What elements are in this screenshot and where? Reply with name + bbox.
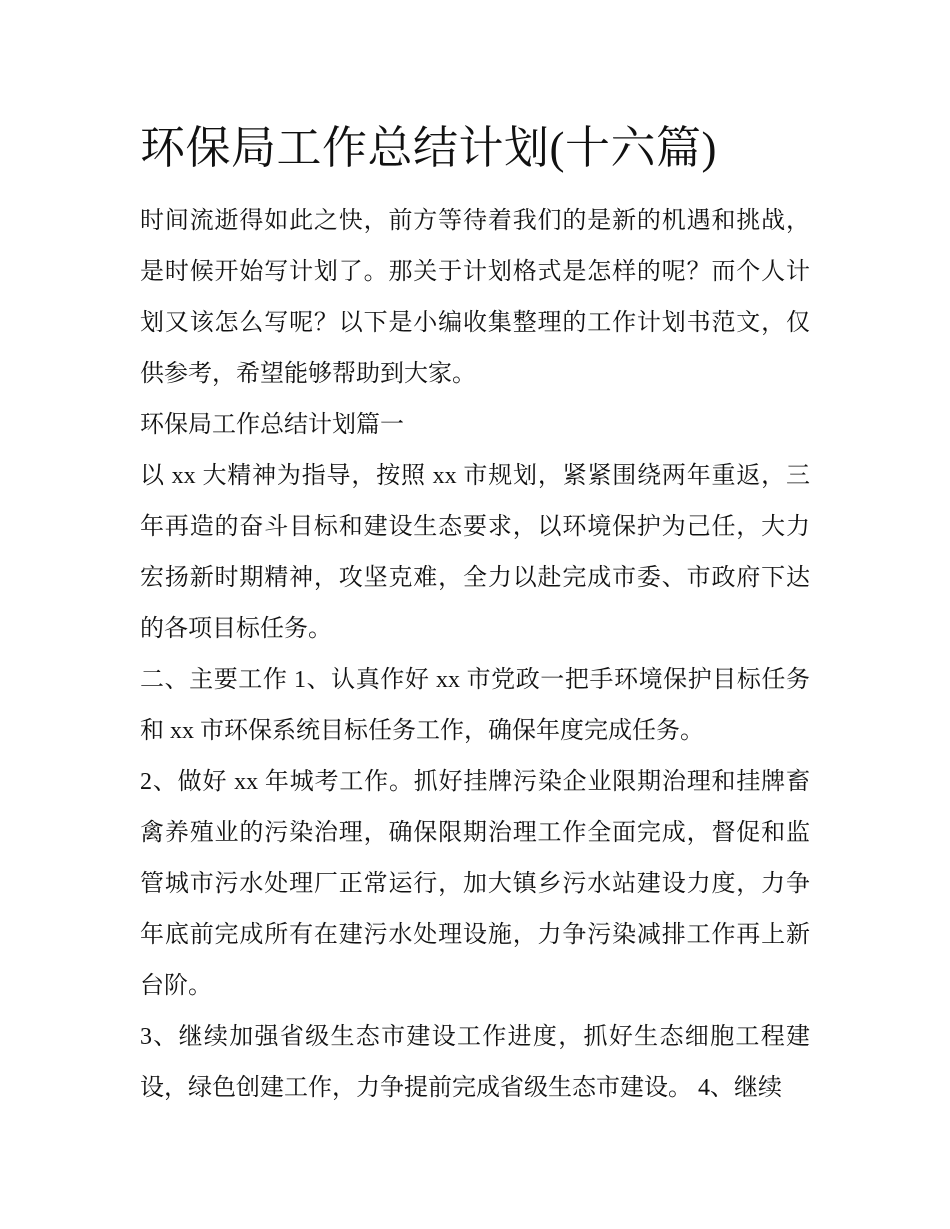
text-line: 划又该怎么写呢？以下是小编收集整理的工作计划书范文，仅 xyxy=(140,310,810,336)
paragraph xyxy=(140,757,810,1012)
paragraph xyxy=(140,1012,810,1114)
paragraph xyxy=(140,655,810,757)
text-line: 的各项目标任务。 xyxy=(140,616,332,642)
paragraph xyxy=(140,196,810,400)
text-line: 3、继续加强省级生态市建设工作进度，抓好生态细胞工程建 xyxy=(140,1024,810,1050)
text-line: 设，绿色创建工作，力争提前完成省级生态市建设。 4、继续 xyxy=(140,1075,782,1101)
text-line: 是时候开始写计划了。那关于计划格式是怎样的呢？而个人计 xyxy=(140,259,810,285)
text-line: 禽养殖业的污染治理，确保限期治理工作全面完成，督促和监 xyxy=(140,820,810,846)
document-body xyxy=(140,196,810,1114)
text-line: 和 xx 市环保系统目标任务工作，确保年度完成任务。 xyxy=(140,718,704,744)
text-line: 时间流逝得如此之快，前方等待着我们的是新的机遇和挑战， xyxy=(140,208,810,234)
text-line: 宏扬新时期精神，攻坚克难，全力以赴完成市委、市政府下达 xyxy=(140,565,810,591)
text-line: 2、做好 xx 年城考工作。抓好挂牌污染企业限期治理和挂牌畜 xyxy=(140,769,810,795)
text-line: 管城市污水处理厂正常运行，加大镇乡污水站建设力度，力争 xyxy=(140,871,810,897)
text-line: 供参考，希望能够帮助到大家。 xyxy=(140,361,476,387)
text-line: 年底前完成所有在建污水处理设施，力争污染减排工作再上新 xyxy=(140,922,810,948)
section-heading xyxy=(140,400,810,451)
text-line: 以 xx 大精神为指导，按照 xx 市规划，紧紧围绕两年重返，三 xyxy=(140,463,810,489)
document-title: 环保局工作总结计划(十六篇) xyxy=(140,123,717,173)
text-line: 台阶。 xyxy=(140,973,212,999)
paragraph xyxy=(140,451,810,655)
text-line: 环保局工作总结计划篇一 xyxy=(140,412,404,438)
text-line: 二、主要工作 1、认真作好 xx 市党政一把手环境保护目标任务 xyxy=(140,667,810,693)
text-line: 年再造的奋斗目标和建设生态要求，以环境保护为己任，大力 xyxy=(140,514,810,540)
